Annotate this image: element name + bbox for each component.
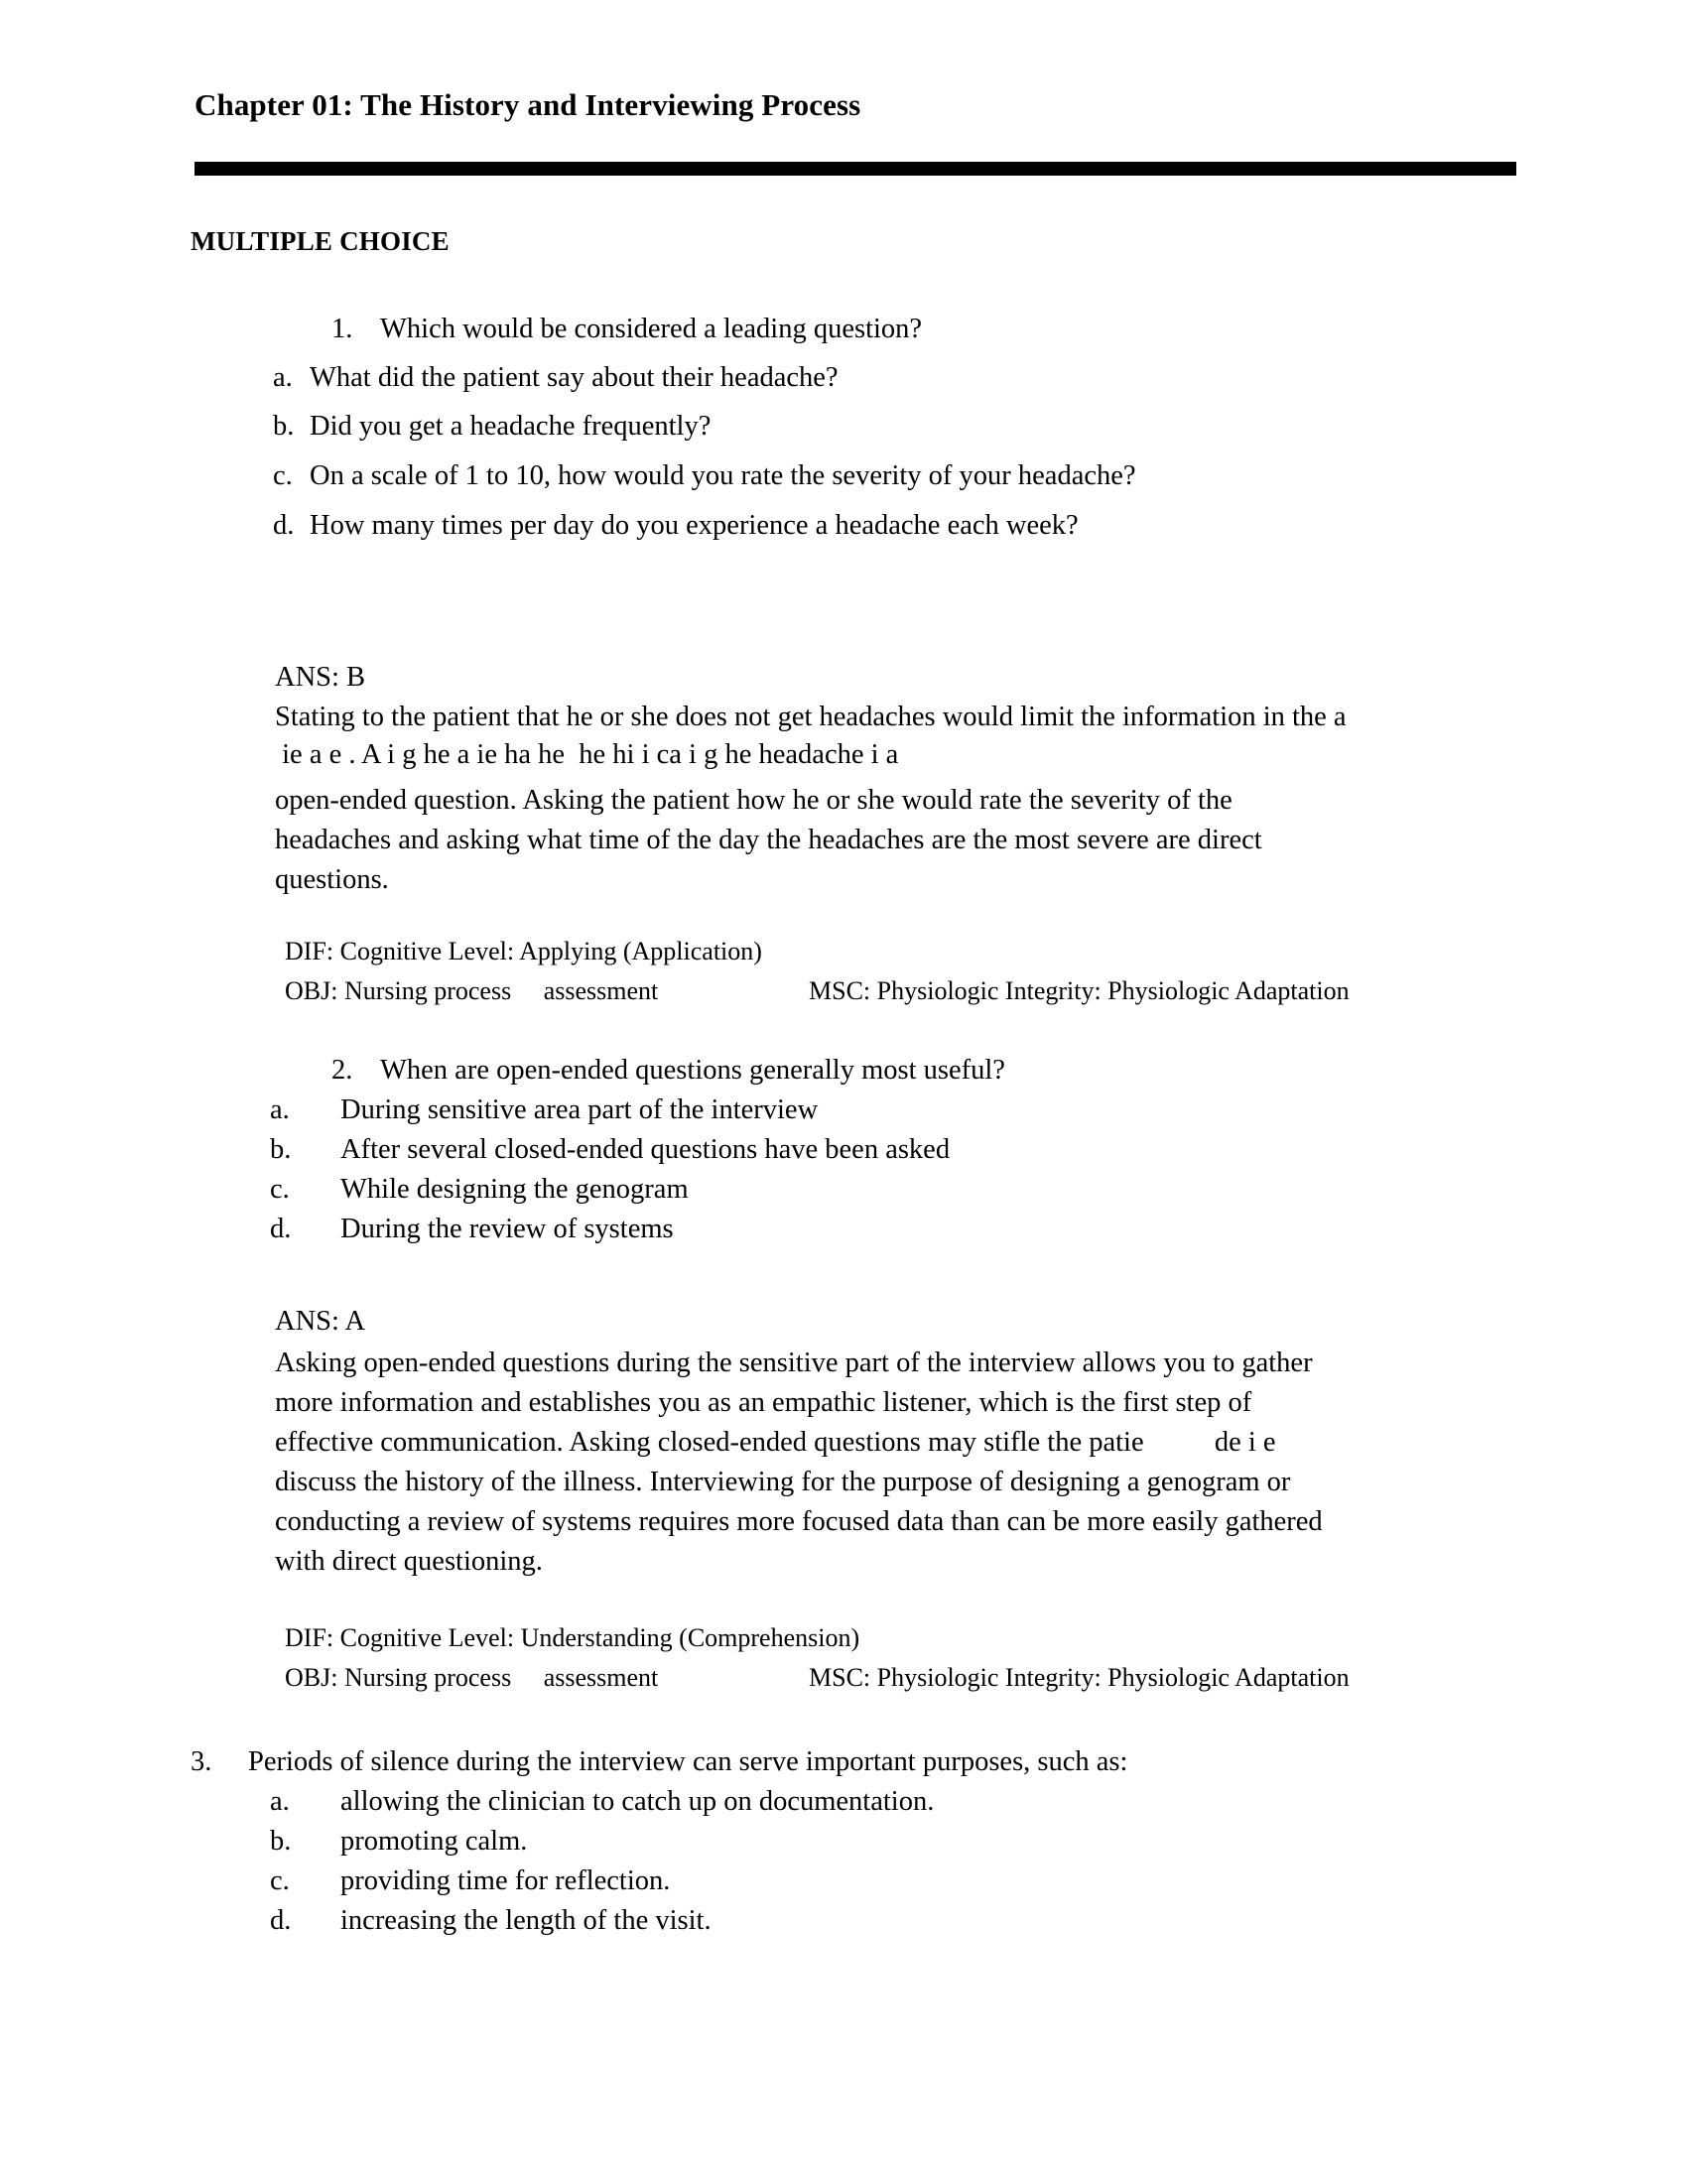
question-3-option-a-marker[interactable]: a. — [270, 1786, 290, 1817]
question-2-rationale-line-4: discuss the history of the illness. Interviewing for the purpose of designing a genogram or — [275, 1467, 1291, 1497]
question-2-option-d-text[interactable]: During the review of systems — [340, 1214, 674, 1244]
question-1-option-d-marker[interactable]: d. — [273, 510, 295, 541]
question-1-option-b-text[interactable]: Did you get a headache frequently? — [310, 411, 712, 442]
question-3-option-a-text[interactable]: allowing the clinician to catch up on documentation. — [340, 1786, 935, 1817]
question-3-option-c-marker[interactable]: c. — [270, 1865, 290, 1896]
question-1-option-a-marker[interactable]: a. — [273, 362, 293, 393]
question-1-msc-metadata: MSC: Physiologic Integrity: Physiologic Adaptation — [809, 976, 1350, 1005]
question-1-rationale-line-4: headaches and asking what time of the day the headaches are the most severe are direct — [275, 825, 1262, 855]
question-3-option-d-marker[interactable]: d. — [270, 1905, 292, 1936]
question-2-number: 2. — [331, 1055, 353, 1086]
question-1-dif-metadata: DIF: Cognitive Level: Applying (Application) — [285, 937, 762, 965]
question-1-option-b-marker[interactable]: b. — [273, 411, 295, 442]
question-2-option-b-marker[interactable]: b. — [270, 1134, 292, 1165]
question-2-option-a-text[interactable]: During sensitive area part of the interview — [340, 1094, 819, 1125]
question-1-answer-label: ANS: B — [275, 662, 366, 693]
question-3-option-b-marker[interactable]: b. — [270, 1826, 292, 1857]
question-2-rationale-line-1: Asking open-ended questions during the sensitive part of the interview allows you to gather — [275, 1348, 1313, 1378]
header-divider-rule — [195, 162, 1516, 176]
question-2-dif-metadata: DIF: Cognitive Level: Understanding (Comprehension) — [285, 1623, 860, 1652]
question-3-stem: Periods of silence during the interview can serve important purposes, such as: — [248, 1746, 1128, 1777]
question-1-stem: Which would be considered a leading question? — [380, 314, 923, 344]
question-2-rationale-line-3: effective communication. Asking closed-ended questions may stifle the patie de i e — [275, 1427, 1276, 1458]
question-3-number: 3. — [191, 1746, 212, 1777]
question-1-option-d-text[interactable]: How many times per day do you experience a headache each week? — [310, 510, 1079, 541]
question-1-number: 1. — [331, 314, 353, 344]
question-1-rationale-line-1: Stating to the patient that he or she does not get headaches would limit the information in the a — [275, 702, 1347, 732]
question-1-rationale-line-3: open-ended question. Asking the patient how he or she would rate the severity of the — [275, 785, 1233, 816]
question-2-stem: When are open-ended questions generally most useful? — [380, 1055, 1005, 1086]
section-heading-multiple-choice: MULTIPLE CHOICE — [191, 226, 450, 256]
question-2-option-b-text[interactable]: After several closed-ended questions have been asked — [340, 1134, 951, 1165]
question-2-answer-label: ANS: A — [275, 1306, 366, 1337]
question-2-obj-metadata: OBJ: Nursing process assessment — [285, 1663, 659, 1692]
page-title: Chapter 01: The History and Interviewing Process — [195, 87, 861, 122]
question-1-rationale-line-2: ie a e . A i g he a ie ha he he hi i ca i g he headache i a — [275, 739, 899, 770]
question-1-option-a-text[interactable]: What did the patient say about their headache? — [310, 362, 839, 393]
question-2-option-a-marker[interactable]: a. — [270, 1094, 290, 1125]
question-2-option-c-marker[interactable]: c. — [270, 1174, 290, 1205]
question-1-option-c-text[interactable]: On a scale of 1 to 10, how would you rate the severity of your headache? — [310, 460, 1136, 491]
question-2-option-d-marker[interactable]: d. — [270, 1214, 292, 1244]
question-3-option-d-text[interactable]: increasing the length of the visit. — [340, 1905, 712, 1936]
question-1-rationale-line-5: questions. — [275, 864, 389, 895]
question-2-rationale-line-6: with direct questioning. — [275, 1546, 543, 1577]
question-2-rationale-line-5: conducting a review of systems requires more focused data than can be more easily gathered — [275, 1506, 1323, 1537]
question-3-option-b-text[interactable]: promoting calm. — [340, 1826, 528, 1857]
question-1-option-c-marker[interactable]: c. — [273, 460, 293, 491]
question-1-obj-metadata: OBJ: Nursing process assessment — [285, 976, 659, 1005]
question-2-msc-metadata: MSC: Physiologic Integrity: Physiologic Adaptation — [809, 1663, 1350, 1692]
question-2-rationale-line-2: more information and establishes you as an empathic listener, which is the first step of — [275, 1387, 1252, 1418]
question-2-option-c-text[interactable]: While designing the genogram — [340, 1174, 689, 1205]
question-3-option-c-text[interactable]: providing time for reflection. — [340, 1865, 671, 1896]
